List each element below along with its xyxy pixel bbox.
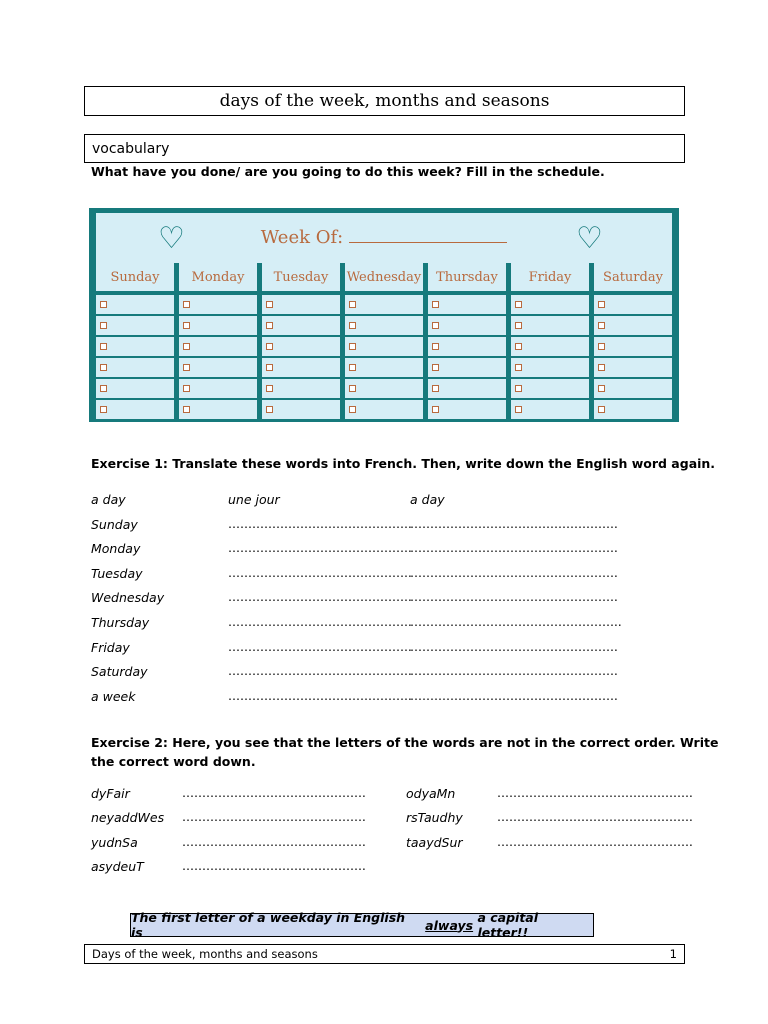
french-answer[interactable]: ………………………………………. (228, 640, 412, 654)
day-column (511, 263, 589, 419)
schedule-row[interactable] (511, 400, 589, 419)
schedule-row[interactable] (594, 316, 672, 337)
schedule-row[interactable] (262, 400, 340, 419)
checkbox[interactable] (598, 301, 605, 308)
day-name: Sunday (96, 263, 174, 295)
day-column (179, 263, 257, 419)
page-footer (84, 944, 685, 964)
checkbox[interactable] (598, 364, 605, 371)
schedule-row[interactable] (179, 358, 257, 379)
checkbox[interactable] (349, 364, 356, 371)
checkbox[interactable] (266, 385, 273, 392)
section-header (84, 134, 685, 163)
schedule-row[interactable] (594, 400, 672, 419)
day-name: Monday (179, 263, 257, 295)
schedule-row[interactable] (428, 358, 506, 379)
day-column (428, 263, 506, 419)
checkbox[interactable] (515, 406, 522, 413)
english-word: a day (91, 492, 126, 507)
checkbox[interactable] (266, 364, 273, 371)
schedule-row[interactable] (345, 295, 423, 316)
schedule-row[interactable] (511, 379, 589, 400)
checkbox[interactable] (100, 385, 107, 392)
heart-icon: ♡ (158, 221, 185, 256)
schedule-row[interactable] (511, 295, 589, 316)
french-answer[interactable]: ………………………………………. (228, 541, 412, 555)
checkbox[interactable] (266, 406, 273, 413)
checkbox[interactable] (598, 406, 605, 413)
checkbox[interactable] (515, 301, 522, 308)
checkbox[interactable] (432, 406, 439, 413)
checkbox[interactable] (432, 364, 439, 371)
schedule-row[interactable] (262, 316, 340, 337)
schedule-row[interactable] (179, 379, 257, 400)
checkbox[interactable] (515, 343, 522, 350)
week-of-label: Week Of: (260, 227, 344, 248)
schedule-row[interactable] (345, 358, 423, 379)
day-name: Wednesday (345, 263, 423, 295)
schedule-row[interactable] (511, 337, 589, 358)
day-name: Tuesday (262, 263, 340, 295)
schedule-row[interactable] (179, 337, 257, 358)
schedule-row[interactable] (96, 295, 174, 316)
schedule-row[interactable] (428, 295, 506, 316)
checkbox[interactable] (183, 385, 190, 392)
checkbox[interactable] (183, 406, 190, 413)
english-answer[interactable]: ……………………………………………. (410, 566, 618, 580)
schedule-row[interactable] (262, 295, 340, 316)
exercise2-heading-line1: Exercise 2: Here, you see that the letters of the words are not in the correct order. Write (91, 735, 719, 750)
french-answer[interactable]: ………………………………………. (228, 566, 412, 580)
schedule-row[interactable] (428, 379, 506, 400)
english-word: a week (91, 689, 136, 704)
checkbox[interactable] (100, 343, 107, 350)
exercise2-heading-line2: the correct word down. (91, 754, 256, 769)
schedule-row[interactable] (96, 379, 174, 400)
page-title (84, 86, 685, 116)
schedule-row[interactable] (262, 358, 340, 379)
note-before: The first letter of a weekday in English is (131, 910, 406, 940)
schedule-row[interactable] (594, 379, 672, 400)
answer-blank[interactable]: …………………………………………. (497, 810, 693, 824)
checkbox[interactable] (100, 406, 107, 413)
english-answer[interactable]: ……………………………………………. (410, 664, 618, 678)
footer-text: Days of the week, months and seasons (92, 947, 318, 961)
checkbox[interactable] (349, 301, 356, 308)
schedule-row[interactable] (96, 316, 174, 337)
schedule-row[interactable] (96, 400, 174, 419)
scrambled-word: yudnSa (91, 835, 138, 850)
checkbox[interactable] (266, 322, 273, 329)
heart-icon: ♡ (576, 221, 603, 256)
answer-blank[interactable]: …………………………………………. (497, 786, 693, 800)
exercise1-heading: Exercise 1: Translate these words into French. Then, write down the English word again. (91, 456, 716, 471)
checkbox[interactable] (432, 301, 439, 308)
schedule-row[interactable] (345, 337, 423, 358)
checkbox[interactable] (515, 364, 522, 371)
checkbox[interactable] (183, 322, 190, 329)
english-answer[interactable]: ……………………………………………. (410, 541, 618, 555)
scrambled-word: rsTaudhy (406, 810, 463, 825)
checkbox[interactable] (100, 364, 107, 371)
schedule-row[interactable] (345, 400, 423, 419)
note-after: a capital letter!! (477, 910, 539, 940)
checkbox[interactable] (100, 322, 107, 329)
english-word: Thursday (91, 615, 150, 630)
schedule-row[interactable] (428, 316, 506, 337)
french-answer[interactable]: ………………………………………. (228, 517, 412, 531)
schedule-row[interactable] (594, 295, 672, 316)
checkbox[interactable] (598, 343, 605, 350)
english-answer[interactable]: ……………………………………………. (410, 689, 618, 703)
day-name: Saturday (594, 263, 672, 295)
english-word: Wednesday (91, 590, 165, 605)
english-word: Saturday (91, 664, 148, 679)
schedule-row[interactable] (594, 358, 672, 379)
schedule-row[interactable] (428, 400, 506, 419)
checkbox[interactable] (266, 343, 273, 350)
checkbox[interactable] (100, 301, 107, 308)
answer-blank[interactable]: …………………………………………. (497, 835, 693, 849)
french-answer[interactable]: ………………………………………. (228, 664, 412, 678)
day-name: Thursday (428, 263, 506, 295)
day-column (96, 263, 174, 419)
english-word: Tuesday (91, 566, 143, 581)
day-column (345, 263, 423, 419)
schedule-row[interactable] (262, 337, 340, 358)
checkbox[interactable] (349, 406, 356, 413)
french-answer[interactable]: ………………………………………. (228, 590, 412, 604)
week-of-line (349, 228, 507, 243)
checkbox[interactable] (598, 322, 605, 329)
english-answer[interactable]: ……………………………………………. (410, 517, 618, 531)
english-answer[interactable]: ……………………………………………. (410, 590, 618, 604)
checkbox[interactable] (432, 343, 439, 350)
english-answer[interactable]: …………………………………………….. (410, 615, 622, 629)
english-word: Monday (91, 541, 141, 556)
schedule-row[interactable] (262, 379, 340, 400)
checkbox[interactable] (349, 322, 356, 329)
english-word: Friday (91, 640, 130, 655)
checkbox[interactable] (266, 301, 273, 308)
capital-letter-note (130, 910, 594, 940)
page-title-text: days of the week, months and seasons (219, 91, 550, 111)
schedule-row[interactable] (511, 358, 589, 379)
weekly-planner (89, 208, 679, 422)
checkbox[interactable] (515, 322, 522, 329)
answer-blank[interactable]: ………………………………………. (182, 835, 366, 849)
schedule-row[interactable] (179, 295, 257, 316)
schedule-row[interactable] (428, 337, 506, 358)
planner-header (96, 213, 672, 263)
scrambled-word: odyaMn (406, 786, 456, 801)
schedule-row[interactable] (96, 337, 174, 358)
checkbox[interactable] (432, 322, 439, 329)
checkbox[interactable] (598, 385, 605, 392)
checkbox[interactable] (183, 301, 190, 308)
schedule-instruction: What have you done/ are you going to do this week? Fill in the schedule. (91, 164, 605, 179)
english-word: Sunday (91, 517, 138, 532)
french-answer: une jour (228, 492, 280, 507)
english-answer[interactable]: ……………………………………………. (410, 640, 618, 654)
checkbox[interactable] (183, 364, 190, 371)
note-emphasis: always (425, 917, 474, 933)
schedule-row[interactable] (511, 316, 589, 337)
answer-blank[interactable]: ………………………………………. (182, 859, 366, 873)
checkbox[interactable] (183, 343, 190, 350)
checkbox[interactable] (349, 385, 356, 392)
schedule-row[interactable] (345, 316, 423, 337)
day-name: Friday (511, 263, 589, 295)
day-column (594, 263, 672, 419)
schedule-row[interactable] (179, 400, 257, 419)
scrambled-word: asydeuT (91, 859, 144, 874)
checkbox[interactable] (515, 385, 522, 392)
schedule-row[interactable] (345, 379, 423, 400)
scrambled-word: neyaddWes (91, 810, 165, 825)
checkbox[interactable] (349, 343, 356, 350)
schedule-row[interactable] (96, 358, 174, 379)
scrambled-word: taaydSur (406, 835, 463, 850)
scrambled-word: dyFair (91, 786, 130, 801)
answer-blank[interactable]: ………………………………………. (182, 810, 366, 824)
french-answer[interactable]: ………………………………………. (228, 615, 412, 629)
schedule-row[interactable] (179, 316, 257, 337)
schedule-row[interactable] (594, 337, 672, 358)
checkbox[interactable] (432, 385, 439, 392)
day-column (262, 263, 340, 419)
section-header-text: vocabulary (92, 140, 170, 157)
page-number: 1 (669, 947, 677, 961)
french-answer[interactable]: ………………………………………. (228, 689, 412, 703)
english-answer: a day (410, 492, 445, 507)
answer-blank[interactable]: ………………………………………. (182, 786, 366, 800)
